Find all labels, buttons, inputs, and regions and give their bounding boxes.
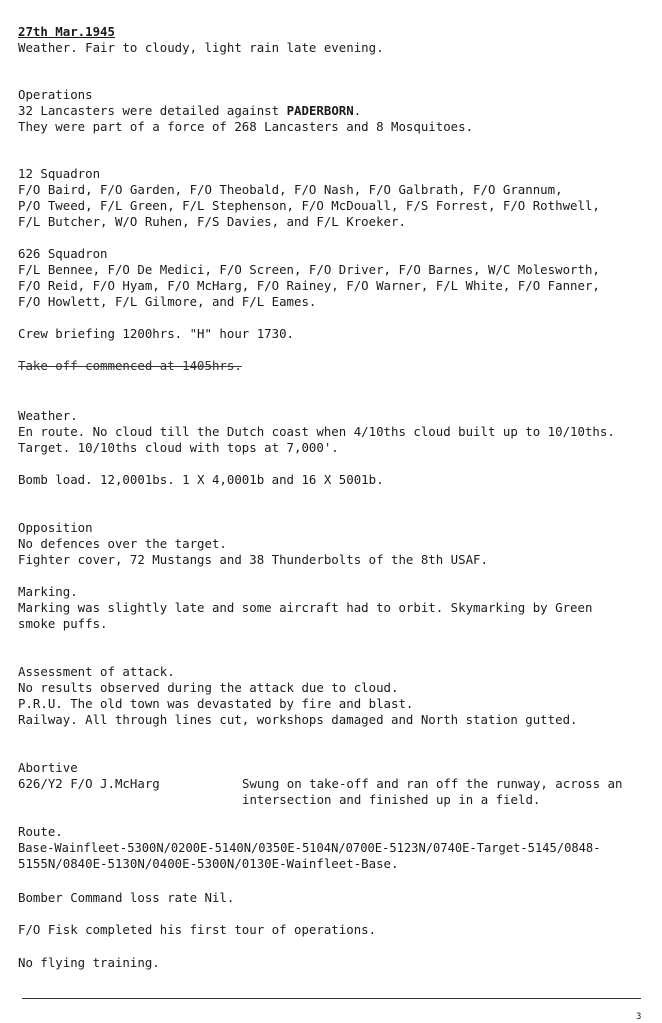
bottom-divider <box>22 998 641 999</box>
route-line-1: Base-Wainfleet-5300N/0200E-5140N/0350E-5104N/0700E-5123N/0740E-Target-5145/0848- <box>18 841 601 855</box>
opposition-defences: No defences over the target. <box>18 536 227 551</box>
bomb-load: Bomb load. 12,0001bs. 1 X 4,0001b and 16 X 5001b. <box>18 472 384 487</box>
squadron-12-heading: 12 Squadron <box>18 166 101 181</box>
operations-heading: Operations <box>18 87 93 102</box>
assessment-heading: Assessment of attack. <box>18 664 175 679</box>
route-line-2: 5155N/0840E-5130N/0400E-5300N/0130E-Wainfleet-Base. <box>18 856 399 871</box>
assessment-line-2: P.R.U. The old town was devastated by fire and blast. <box>18 696 414 711</box>
opposition-heading: Opposition <box>18 520 93 535</box>
marking-line-2: smoke puffs. <box>18 616 108 631</box>
weather-heading: Weather. <box>18 408 78 423</box>
weather-summary: Weather. Fair to cloudy, light rain late evening. <box>18 40 384 55</box>
marking-line-1: Marking was slightly late and some aircraft had to orbit. Skymarking by Green <box>18 600 593 615</box>
fisk-tour-note: F/O Fisk completed his first tour of operations. <box>18 922 377 937</box>
abortive-aircraft: 626/Y2 F/O J.McHarg <box>18 776 160 791</box>
operations-line-1 <box>18 103 361 119</box>
operations-line-1-suffix: . <box>353 103 362 118</box>
no-flying-training: No flying training. <box>18 955 160 970</box>
abortive-heading: Abortive <box>18 760 78 775</box>
operations-line-2: They were part of a force of 268 Lancasters and 8 Mosquitoes. <box>18 119 474 134</box>
weather-en-route: En route. No cloud till the Dutch coast when 4/10ths cloud built up to 10/10ths. <box>18 424 615 439</box>
takeoff-struck-text: Take off commenced at 1405hrs. <box>18 358 242 373</box>
assessment-line-3: Railway. All through lines cut, workshops damaged and North station gutted. <box>18 712 578 727</box>
squadron-626-crew-line: F/O Howlett, F/L Gilmore, and F/L Eames. <box>18 294 317 309</box>
entry-date: 27th Mar.1945 <box>18 24 115 39</box>
squadron-626-heading: 626 Squadron <box>18 246 108 261</box>
abortive-reason-line-2: intersection and finished up in a field. <box>242 792 541 807</box>
squadron-12-crew-line: F/L Butcher, W/O Ruhen, F/S Davies, and F/L Kroeker. <box>18 214 406 229</box>
operations-line-1-prefix: 32 Lancasters were detailed against <box>18 103 287 118</box>
route-heading: Route. <box>18 824 63 839</box>
squadron-12-crew-line: P/O Tweed, F/L Green, F/L Stephenson, F/O McDouall, F/S Forrest, F/O Rothwell, <box>18 198 600 213</box>
target-name: PADERBORN <box>286 103 354 118</box>
squadron-12-crew-line: F/O Baird, F/O Garden, F/O Theobald, F/O Nash, F/O Galbrath, F/O Grannum, <box>18 182 563 197</box>
assessment-line-1: No results observed during the attack due to cloud. <box>18 680 399 695</box>
marking-heading: Marking. <box>18 584 78 599</box>
loss-rate: Bomber Command loss rate Nil. <box>18 890 235 905</box>
squadron-626-crew-line: F/L Bennee, F/O De Medici, F/O Screen, F/O Driver, F/O Barnes, W/C Molesworth, <box>18 262 600 277</box>
page-number: 3 <box>636 1012 642 1022</box>
opposition-fighter-cover: Fighter cover, 72 Mustangs and 38 Thunderbolts of the 8th USAF. <box>18 552 488 567</box>
crew-briefing: Crew briefing 1200hrs. "H" hour 1730. <box>18 326 295 341</box>
squadron-626-crew-line: F/O Reid, F/O Hyam, F/O McHarg, F/O Rainey, F/O Warner, F/L White, F/O Fanner, <box>18 278 600 293</box>
abortive-reason-line-1: Swung on take-off and ran off the runway, across an <box>242 776 623 791</box>
weather-target: Target. 10/10ths cloud with tops at 7,000'. <box>18 440 339 455</box>
